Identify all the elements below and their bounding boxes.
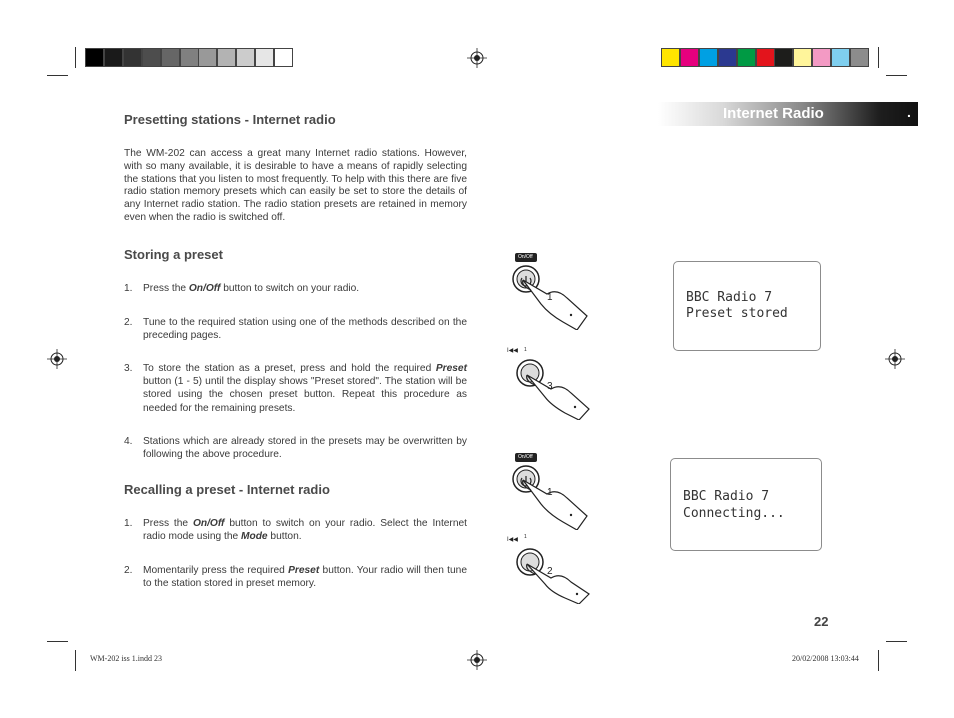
color-swatch — [661, 48, 680, 67]
recalling-step-1 — [124, 517, 467, 545]
step-text-part: button to switch on your radio. Select the Internet radio mode using the — [143, 518, 467, 543]
onoff-label: On/Off — [518, 454, 533, 460]
preset-press-illustration — [505, 534, 595, 604]
step-text-part: button. Your radio will then tune to the station stored in preset memory. — [143, 565, 467, 590]
step-text: Tune to the required station using one of the methods described on the preceding pages. — [143, 317, 467, 342]
crop-mark — [75, 650, 76, 671]
page-number: 22 — [814, 614, 829, 629]
step-text-part: Press the — [143, 283, 189, 294]
gray-swatch — [142, 48, 161, 67]
color-swatch — [793, 48, 812, 67]
step-number: 1. — [124, 283, 133, 294]
crop-mark — [878, 47, 879, 68]
gray-swatch — [161, 48, 180, 67]
storing-step-2 — [124, 316, 467, 344]
storing-step-4 — [124, 435, 467, 463]
step-label: 1 — [547, 292, 553, 303]
step-emphasis: On/Off — [188, 283, 221, 294]
step-number: 1. — [124, 518, 133, 529]
gray-swatch — [104, 48, 123, 67]
footer-timestamp: 20/02/2008 13:03:44 — [792, 654, 859, 663]
hand-pressing-button-icon — [505, 250, 595, 330]
onoff-press-illustration — [505, 450, 595, 530]
display-line-2: Connecting... — [683, 506, 785, 521]
gray-swatch — [123, 48, 142, 67]
step-label: 1 — [547, 487, 553, 498]
step-label: 2 — [547, 566, 553, 577]
heading-storing: Storing a preset — [124, 247, 223, 262]
step-number: 3. — [124, 363, 133, 374]
onoff-label: On/Off — [518, 254, 533, 260]
gray-swatch — [217, 48, 236, 67]
crop-mark — [886, 75, 907, 76]
display-line-2: Preset stored — [686, 306, 788, 321]
step-emphasis: On/Off — [192, 518, 225, 529]
radio-display — [670, 458, 822, 551]
color-swatch — [850, 48, 869, 67]
heading-presetting: Presetting stations - Internet radio — [124, 112, 336, 127]
step-text-part: button. — [267, 531, 302, 543]
step-text — [143, 517, 467, 543]
step-text: Stations which are already stored in the presets may be overwritten by following the above procedure. — [143, 436, 467, 461]
step-emphasis: Preset — [288, 565, 320, 576]
step-number: 2. — [124, 565, 133, 576]
step-text — [143, 282, 467, 295]
heading-recalling: Recalling a preset - Internet radio — [124, 482, 330, 497]
step-text — [143, 362, 467, 415]
crop-mark — [47, 641, 68, 642]
gray-swatch — [255, 48, 274, 67]
step-number: 4. — [124, 436, 133, 447]
crop-mark — [878, 650, 879, 671]
registration-mark-icon — [467, 650, 487, 670]
storing-step-3 — [124, 362, 467, 418]
step-number: 2. — [124, 317, 133, 328]
storing-step-1 — [124, 282, 467, 296]
section-tab-dot: . — [907, 104, 911, 120]
radio-display — [673, 261, 821, 351]
display-line-1: BBC Radio 7 — [686, 290, 773, 305]
crop-mark — [75, 47, 76, 68]
color-swatch — [699, 48, 718, 67]
gray-swatch — [198, 48, 217, 67]
step-text — [143, 564, 467, 590]
gray-swatch — [180, 48, 199, 67]
section-tab-title: Internet Radio — [723, 105, 824, 122]
step-emphasis: Mode — [240, 531, 268, 543]
color-swatch — [756, 48, 775, 67]
step-text-part: button (1 - 5) until the display shows "Preset stored". The station will be stored using the chosen preset button. Repeat this procedure as needed for the remaining presets. — [143, 376, 467, 414]
crop-mark — [47, 75, 68, 76]
previous-icon: I◀◀ — [507, 348, 518, 354]
registration-mark-icon — [467, 48, 487, 68]
crop-mark — [886, 641, 907, 642]
gray-swatch — [236, 48, 255, 67]
display-line-1: BBC Radio 7 — [683, 489, 770, 504]
footer-file-info: WM-202 iss 1.indd 23 — [90, 654, 162, 663]
onoff-press-illustration — [505, 250, 595, 330]
step-emphasis: Preset — [435, 363, 467, 374]
step-text-part: Momentarily press the required — [143, 565, 289, 576]
color-swatch — [718, 48, 737, 67]
gray-swatch — [85, 48, 104, 67]
gray-swatch — [274, 48, 293, 67]
previous-icon: I◀◀ — [507, 537, 518, 543]
color-swatch — [680, 48, 699, 67]
registration-mark-icon — [47, 349, 67, 369]
intro-paragraph: The WM-202 can access a great many Internet radio stations. However, with so many available, it is desirable to have a means of rapidly selecting the stations that you listen to most frequently. To help with this there are five radio station memory presets which can easily be set to store the details of any Internet radio station. The radio station presets are retained in memory even when the radio is switched off. — [124, 148, 467, 223]
step-text-part: To store the station as a preset, press and hold the required — [143, 363, 436, 374]
color-swatch — [812, 48, 831, 67]
preset-key-label: 1 — [524, 534, 527, 540]
step-text-part: button to switch on your radio. — [220, 283, 360, 294]
step-text-part: Press the — [143, 518, 193, 529]
preset-key-label: 1 — [524, 347, 527, 353]
recalling-step-2 — [124, 564, 467, 592]
color-swatch — [737, 48, 756, 67]
registration-mark-icon — [885, 349, 905, 369]
step-label: 3 — [547, 381, 553, 392]
color-swatch — [831, 48, 850, 67]
preset-press-illustration — [505, 345, 595, 420]
color-swatch — [774, 48, 793, 67]
